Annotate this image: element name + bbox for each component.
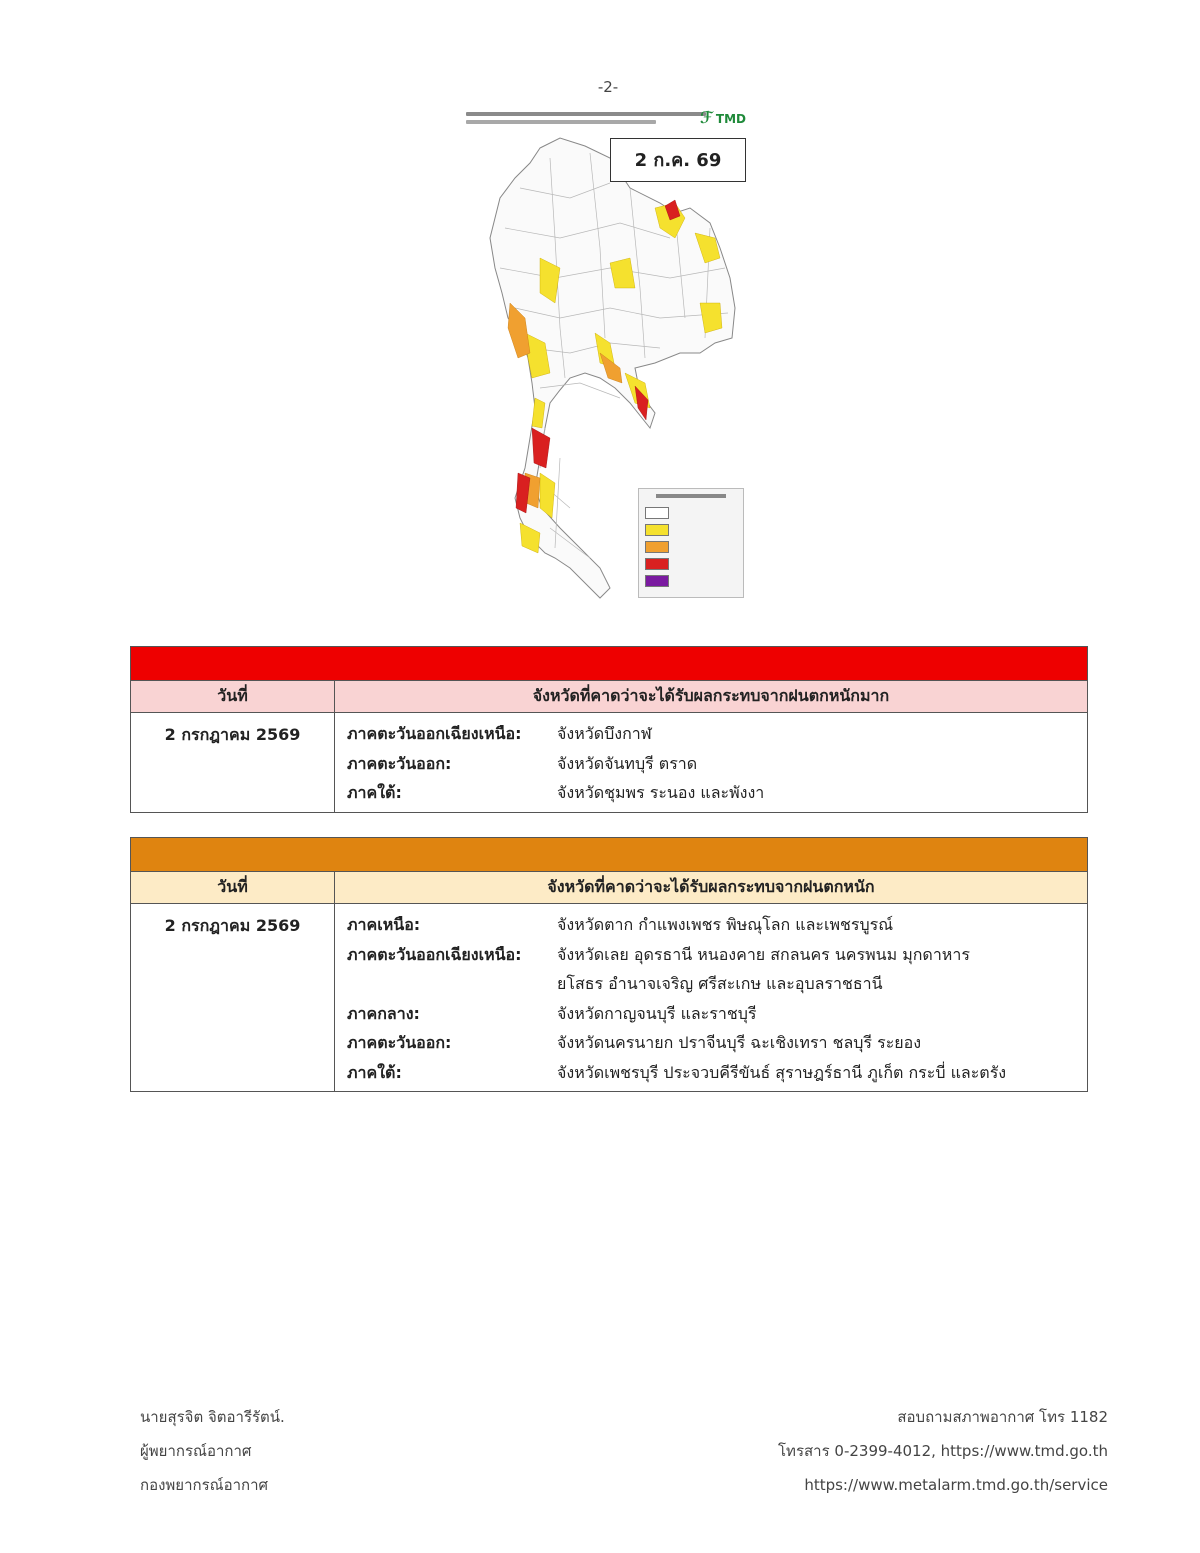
contact-fax[interactable]: โทรสาร 0-2399-4012, https://www.tmd.go.th	[778, 1442, 1108, 1460]
very-heavy-rain-table	[130, 646, 1088, 813]
province-line: ยโสธร อำนาจเจริญ ศรีสะเกษ และอุบลราชธานี	[557, 974, 883, 993]
row-date: 2 กรกฎาคม 2569	[131, 713, 335, 812]
map-header	[466, 112, 706, 128]
region-list	[335, 904, 1087, 1091]
region-name: ภาคตะวันออก:	[347, 753, 452, 773]
region-entry	[347, 1058, 1087, 1088]
region-entry	[347, 749, 1087, 779]
legend-item-level-5	[645, 572, 737, 589]
legend-swatch	[645, 524, 669, 536]
signature-block	[140, 1400, 285, 1502]
table-banner-orange	[131, 838, 1087, 872]
province-line: จังหวัดตาก กำแพงเพชร พิษณุโลก และเพชรบูรณ์	[557, 915, 894, 934]
signer-name: นายสุรจิต จิตอารีรัตน์.	[140, 1408, 285, 1426]
province-list	[557, 749, 1087, 779]
province-list	[557, 910, 1087, 940]
legend-item-level-2	[645, 521, 737, 538]
tmd-logo	[700, 108, 746, 127]
province-list	[557, 1028, 1087, 1058]
province-list	[557, 778, 1087, 808]
legend-item-level-4	[645, 555, 737, 572]
region-entry	[347, 719, 1087, 749]
table-row	[131, 904, 1087, 1091]
tmd-logo-text: TMD	[715, 112, 747, 126]
legend-item-level-1	[645, 504, 737, 521]
legend-item-level-3	[645, 538, 737, 555]
table-row	[131, 713, 1087, 812]
region-entry	[347, 778, 1087, 808]
province-list	[557, 719, 1087, 749]
region-entry	[347, 910, 1087, 940]
legend-swatch	[645, 558, 669, 570]
province-line: จังหวัดชุมพร ระนอง และพังงา	[557, 783, 765, 802]
region-name: ภาคตะวันออกเฉียงเหนือ:	[347, 944, 522, 964]
region-name: ภาคใต้:	[347, 783, 402, 802]
legend-swatch	[645, 507, 669, 519]
map-date-label: 2 ก.ค. 69	[610, 138, 746, 182]
contact-block	[778, 1400, 1108, 1502]
map-legend	[638, 488, 744, 598]
province-list	[557, 940, 1087, 999]
table-header-row	[131, 872, 1087, 904]
province-line: จังหวัดเลย อุดรธานี หนองคาย สกลนคร นครพนม มุกดาหาร	[557, 944, 970, 964]
region-entry	[347, 940, 1087, 999]
signer-division: กองพยากรณ์อากาศ	[140, 1476, 269, 1494]
contact-phone: สอบถามสภาพอากาศ โทร 1182	[897, 1408, 1108, 1426]
region-name: ภาคตะวันออก:	[347, 1033, 452, 1052]
region-entry	[347, 999, 1087, 1029]
row-date: 2 กรกฎาคม 2569	[131, 904, 335, 1091]
region-list	[335, 713, 1087, 812]
table-banner-red	[131, 647, 1087, 681]
col-header-date: วันที่	[131, 681, 335, 712]
page-number: -2-	[597, 78, 619, 96]
province-line: จังหวัดนครนายก ปราจีนบุรี ฉะเชิงเทรา ชลบุรี ระยอง	[557, 1033, 922, 1052]
heavy-rain-table	[130, 837, 1088, 1092]
region-entry	[347, 1028, 1087, 1058]
col-header-provinces: จังหวัดที่คาดว่าจะได้รับผลกระทบจากฝนตกหนักมาก	[532, 686, 890, 705]
map-header-line	[466, 112, 706, 116]
legend-swatch	[645, 575, 669, 587]
region-name: ภาคใต้:	[347, 1062, 402, 1082]
table-header-row	[131, 681, 1087, 713]
province-list	[557, 999, 1087, 1029]
region-name: ภาคตะวันออกเฉียงเหนือ:	[347, 724, 522, 743]
region-name: ภาคเหนือ:	[347, 915, 421, 934]
province-line: จังหวัดกาญจนบุรี และราชบุรี	[557, 1003, 757, 1023]
province-line: จังหวัดบึงกาฬ	[557, 724, 652, 743]
province-line: จังหวัดจันทบุรี ตราด	[557, 753, 698, 773]
contact-url-link[interactable]: https://www.metalarm.tmd.go.th/service	[804, 1476, 1108, 1494]
region-name: ภาคกลาง:	[347, 1003, 420, 1023]
signer-title: ผู้พยากรณ์อากาศ	[140, 1442, 252, 1460]
col-header-date: วันที่	[131, 872, 335, 903]
rainfall-forecast-map	[460, 108, 760, 608]
map-header-line	[466, 120, 656, 124]
province-line: จังหวัดเพชรบุรี ประจวบคีรีขันธ์ สุราษฎร์ธานี ภูเก็ต กระบี่ และตรัง	[557, 1062, 1007, 1082]
province-list	[557, 1058, 1087, 1088]
tmd-logo-icon: ℱ	[700, 108, 713, 127]
col-header-provinces: จังหวัดที่คาดว่าจะได้รับผลกระทบจากฝนตกหนัก	[547, 877, 875, 896]
legend-title	[656, 494, 726, 498]
legend-swatch	[645, 541, 669, 553]
